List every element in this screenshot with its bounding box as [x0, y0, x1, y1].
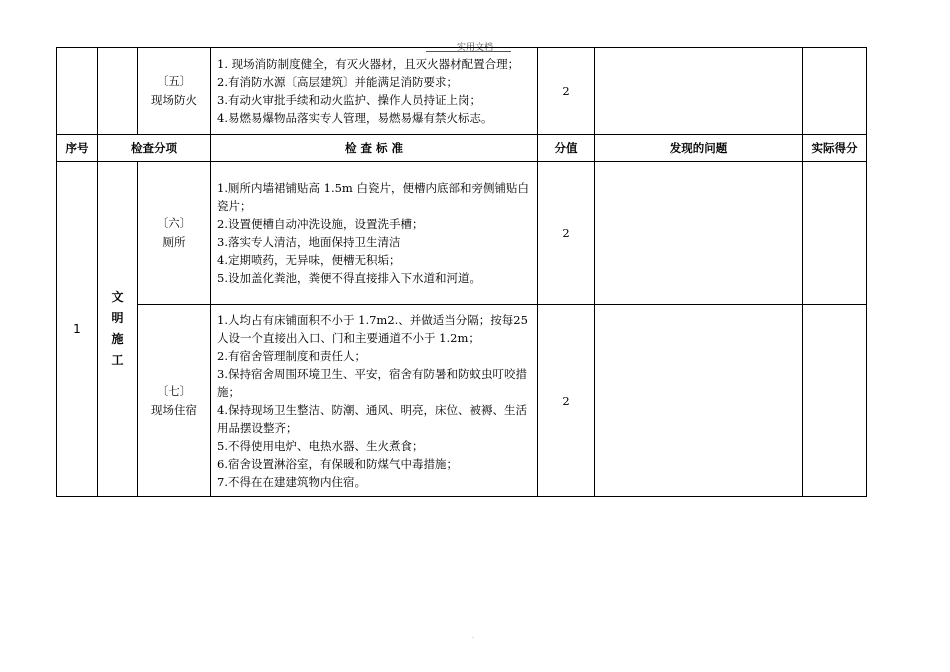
- footer-mark: .: [472, 633, 474, 640]
- category-cell: [98, 162, 138, 497]
- section-cell-toilet: [138, 162, 211, 305]
- standard-line: 2.有消防水源〔高层建筑〕并能满足消防要求；: [217, 75, 458, 89]
- section-cell-fire: [138, 48, 211, 135]
- page-header-text: 实用文档: [456, 43, 493, 53]
- column-header-item: 检查分项: [98, 135, 211, 162]
- empty-category-cell: [98, 48, 138, 135]
- standard-line: 4.易燃易爆物品落实专人管理，易燃易爆有禁火标志。: [217, 111, 493, 125]
- standard-line: 4.保持现场卫生整洁、防潮、通风、明亮，床位、被褥、生活用品摆设整齐；: [217, 402, 527, 435]
- section-title: 现场防火: [151, 93, 197, 107]
- column-header-standard: 检 查 标 准: [211, 135, 538, 162]
- issues-cell: [595, 305, 803, 497]
- section-title: 厕所: [162, 235, 186, 249]
- row-number-cell: 1: [57, 162, 98, 497]
- table-row-fire: [57, 48, 867, 135]
- score-cell: 2: [538, 48, 595, 135]
- section-code: 〔六〕: [156, 216, 192, 230]
- section-title: 现场住宿: [151, 402, 197, 417]
- standard-line: 7.不得在在建建筑物内住宿。: [217, 474, 366, 489]
- column-header-number: 序号: [57, 135, 98, 162]
- standard-line: 6.宿舍设置淋浴室，有保暖和防煤气中毒措施；: [217, 456, 458, 471]
- standard-line: 5.不得使用电炉、电热水器、生火煮食；: [217, 438, 424, 453]
- table-header-row: [57, 135, 867, 162]
- issues-cell: [595, 48, 803, 135]
- category-char: 施: [111, 332, 124, 346]
- issues-cell: [595, 162, 803, 305]
- standard-line: 3.保持宿舍周围环境卫生、平安，宿舍有防暑和防蚊虫叮咬措施；: [217, 366, 527, 399]
- standard-line: 1. 现场消防制度健全，有灭火器材，且灭火器材配置合理；: [217, 57, 520, 71]
- standard-line: 2.有宿舍管理制度和责任人；: [217, 348, 366, 363]
- section-cell-dormitory: [138, 305, 211, 497]
- section-code: 〔五〕: [156, 74, 192, 88]
- inspection-table: [56, 47, 867, 497]
- actual-score-cell: [803, 305, 867, 497]
- section-code: 〔七〕: [156, 383, 192, 398]
- column-header-actual-score: 实际得分: [803, 135, 867, 162]
- category-char: 明: [111, 311, 124, 325]
- column-header-issues: 发现的问题: [595, 135, 803, 162]
- standards-cell-fire: [211, 48, 538, 135]
- category-char: 文: [111, 290, 124, 304]
- standards-cell-dormitory: [211, 305, 538, 497]
- empty-number-cell: [57, 48, 98, 135]
- standard-line: 3.有动火审批手续和动火监护、操作人员持证上岗；: [217, 93, 481, 107]
- score-cell: 2: [538, 305, 595, 497]
- column-header-score: 分值: [538, 135, 595, 162]
- actual-score-cell: [803, 162, 867, 305]
- table-row-toilet: [57, 162, 867, 305]
- standard-line: 1.人均占有床铺面积不小于 1.7m2.、并做适当分隔；按每25人设一个直接出入口、门和主要通道不小于 1.2m；: [217, 312, 528, 345]
- category-char: 工: [111, 353, 124, 367]
- score-cell: 2: [538, 162, 595, 305]
- standards-cell-toilet: [211, 162, 538, 305]
- table-row-dormitory: [57, 305, 867, 497]
- standard-line: 3.落实专人清洁，地面保持卫生清洁: [217, 235, 401, 249]
- standard-line: 2.设置便槽自动冲洗设施，设置洗手槽；: [217, 217, 424, 231]
- actual-score-cell: [803, 48, 867, 135]
- standard-line: 1.厕所内墙裙铺贴高 1.5m 白瓷片，便槽内底部和旁侧铺贴白瓷片；: [217, 181, 529, 213]
- standard-line: 4.定期喷药，无异味，便槽无积垢；: [217, 253, 401, 267]
- standard-line: 5.设加盖化粪池，粪便不得直接排入下水道和河道。: [217, 271, 481, 285]
